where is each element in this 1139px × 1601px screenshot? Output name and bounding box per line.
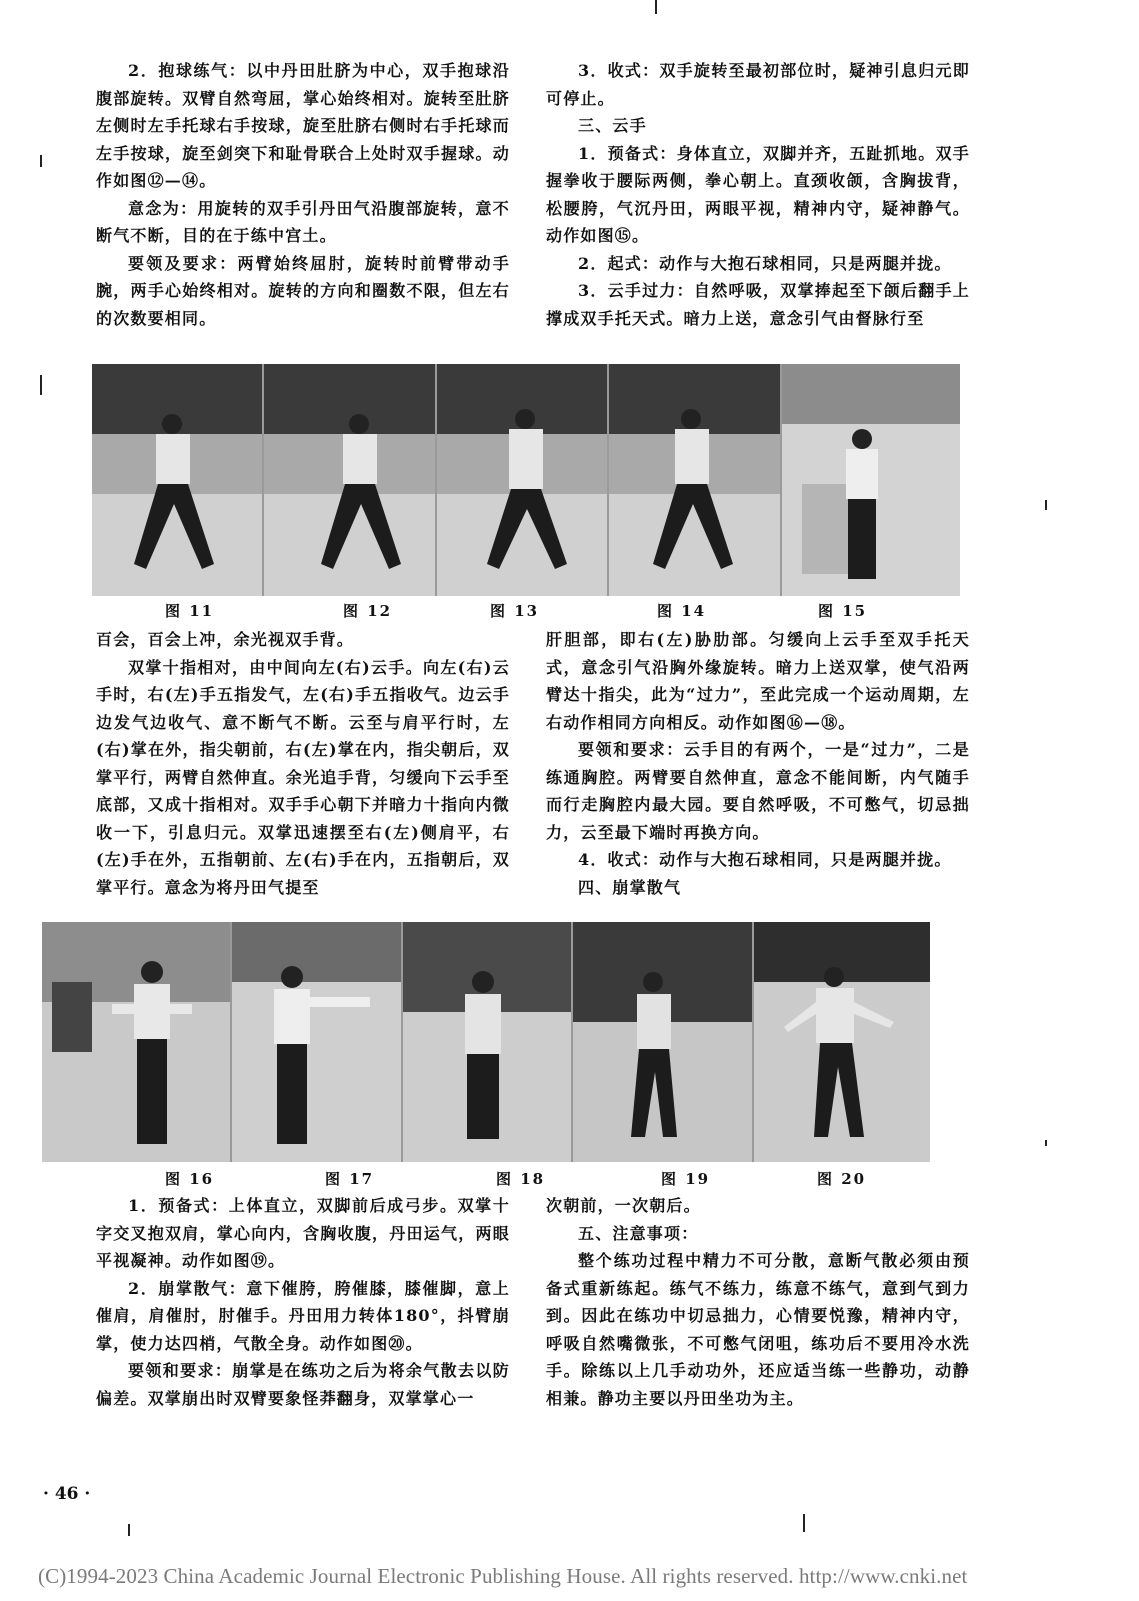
figure-caption: 图 12 — [343, 602, 393, 620]
paragraph: 3．云手过力：自然呼吸，双掌捧起至下颌后翻手上撑成双手托天式。暗力上送，意念引气由督脉行至 — [546, 281, 970, 328]
figure-12-photo — [264, 364, 436, 596]
figure-11-photo — [92, 364, 264, 596]
registration-mark — [40, 155, 42, 167]
copyright-footer: (C)1994-2023 China Academic Journal Electronic Publishing House. All rights reserved. http://www.cnki.net — [38, 1564, 968, 1588]
section-heading: 三、云手 — [578, 116, 647, 135]
left-column-bottom — [96, 1192, 510, 1412]
paragraph: 2．崩掌散气：意下催胯，胯催膝，膝催脚，意上催肩，肩催肘，肘催手。丹田用力转体180°，抖臂崩掌，使力达四梢，气散全身。动作如图⑳。 — [96, 1278, 510, 1353]
registration-mark — [1045, 500, 1047, 510]
registration-mark — [128, 1524, 130, 1536]
right-column-top — [546, 57, 970, 332]
figure-caption: 图 18 — [496, 1170, 546, 1188]
figure-13-photo — [437, 364, 609, 596]
photo-strip-figures-16-20 — [42, 922, 930, 1162]
paragraph: 要领及要求：两臂始终屈肘，旋转时前臂带动手腕，两手心始终相对。旋转的方向和圈数不限，但左右的次数要相同。 — [96, 253, 510, 328]
registration-mark — [655, 0, 657, 14]
paragraph: 百会，百会上冲，余光视双手背。 — [96, 630, 355, 649]
section-heading: 四、崩掌散气 — [578, 877, 682, 897]
paragraph: 要领和要求：云手目的有两个，一是“过力”，二是练通胸腔。两臂要自然伸直，意念不能间断，内气随手而行走胸腔内最大园。要自然呼吸，不可憋气，切忌拙力，云至最下端时再换方向。 — [546, 740, 970, 842]
figure-15-photo — [782, 364, 960, 596]
figure-16-photo — [42, 922, 232, 1162]
registration-mark — [1045, 1140, 1047, 1146]
section-heading: 五、注意事项： — [578, 1223, 699, 1243]
figure-caption: 图 11 — [165, 602, 215, 620]
right-column-bottom — [546, 1192, 970, 1412]
figure-14-photo — [609, 364, 781, 596]
figure-20-photo — [754, 922, 930, 1162]
registration-mark — [40, 375, 42, 395]
paragraph: 4．收式：动作与大抱石球相同，只是两腿并拢。 — [578, 850, 952, 869]
paragraph: 次朝前，一次朝后。 — [546, 1196, 701, 1215]
paragraph: 2．抱球练气：以中丹田肚脐为中心，双手抱球沿腹部旋转。双臂自然弯屈，掌心始终相对。旋转至肚脐左侧时左手托球右手按球，旋至肚脐右侧时右手托球而左手按球，旋至剑突下和耻骨联合上处时双手握球。动作如图⑫—⑭。 — [96, 61, 510, 190]
figure-17-photo — [232, 922, 402, 1162]
left-column-middle — [96, 626, 510, 901]
paragraph: 整个练功过程中精力不可分散，意断气散必须由预备式重新练起。练气不练力，练意不练气，意到气到力到。因此在练功中切忌拙力，心情要悦豫，精神内守，呼吸自然嘴微张，不可憋气闭咀，练功后不要用冷水洗手。除练以上几手动功外，还应适当练一些静功，动静相兼。静功主要以丹田坐功为主。 — [546, 1251, 970, 1408]
figure-caption: 图 13 — [490, 602, 540, 620]
figure-caption: 图 14 — [657, 602, 707, 620]
figure-caption: 图 19 — [661, 1170, 711, 1188]
figure-caption: 图 17 — [325, 1170, 375, 1188]
paragraph: 1．预备式：上体直立，双脚前后成弓步。双掌十字交叉抱双肩，掌心向内，含胸收腹，丹田运气，两眼平视凝神。动作如图⑲。 — [96, 1196, 510, 1270]
registration-mark — [803, 1514, 805, 1532]
paragraph: 1．预备式：身体直立，双脚并齐，五趾抓地。双手握拳收于腰际两侧，拳心朝上。直颈收颌，含胸拔背，松腰胯，气沉丹田，两眼平视，精神内守，疑神静气。动作如图⑮。 — [546, 143, 970, 245]
paragraph: 要领和要求：崩掌是在练功之后为将余气散去以防偏差。双掌崩出时双臂要象怪莽翻身，双掌掌心一 — [96, 1361, 510, 1408]
photo-strip-figures-11-15 — [92, 364, 960, 596]
paragraph: 2．起式：动作与大抱石球相同，只是两腿并拢。 — [578, 253, 952, 273]
right-column-middle — [546, 626, 970, 901]
paragraph: 肝胆部，即右(左)胁肋部。匀缓向上云手至双手托天式，意念引气沿胸外缘旋转。暗力上送双掌，使气沿两臂达十指尖，此为“过力”，至此完成一个运动周期，左右动作相同方向相反。动作如图⑯—⑱。 — [546, 630, 970, 732]
figure-caption: 图 20 — [817, 1170, 867, 1188]
figure-19-photo — [573, 922, 753, 1162]
paragraph: 意念为：用旋转的双手引丹田气沿腹部旋转，意不断气不断，目的在于练中宫土。 — [96, 198, 510, 245]
paragraph: 3．收式：双手旋转至最初部位时，疑神引息归元即可停止。 — [546, 61, 970, 108]
figure-caption: 图 16 — [165, 1170, 215, 1188]
figure-18-photo — [403, 922, 573, 1162]
paragraph: 双掌十指相对，由中间向左(右)云手。向左(右)云手时，右(左)手五指发气，左(右)手五指收气。边云手边发气边收气、意不断气不断。云至与肩平行时，左(右)掌在外，指尖朝前，右(左)掌在内，指尖朝后，双掌平行，两臂自然伸直。余光追手背，匀缓向下云手至底部，又成十指相对。双手手心朝下并暗力十指向内微收一下，引息归元。双掌迅速摆至右(左)侧肩平，右(左)手在外，五指朝前、左(右)手在内，五指朝后，双掌平行。意念为将丹田气提至 — [96, 657, 510, 897]
left-column-top — [96, 57, 510, 332]
figure-caption: 图 15 — [818, 602, 868, 620]
page-number: · 46 · — [43, 1484, 91, 1504]
